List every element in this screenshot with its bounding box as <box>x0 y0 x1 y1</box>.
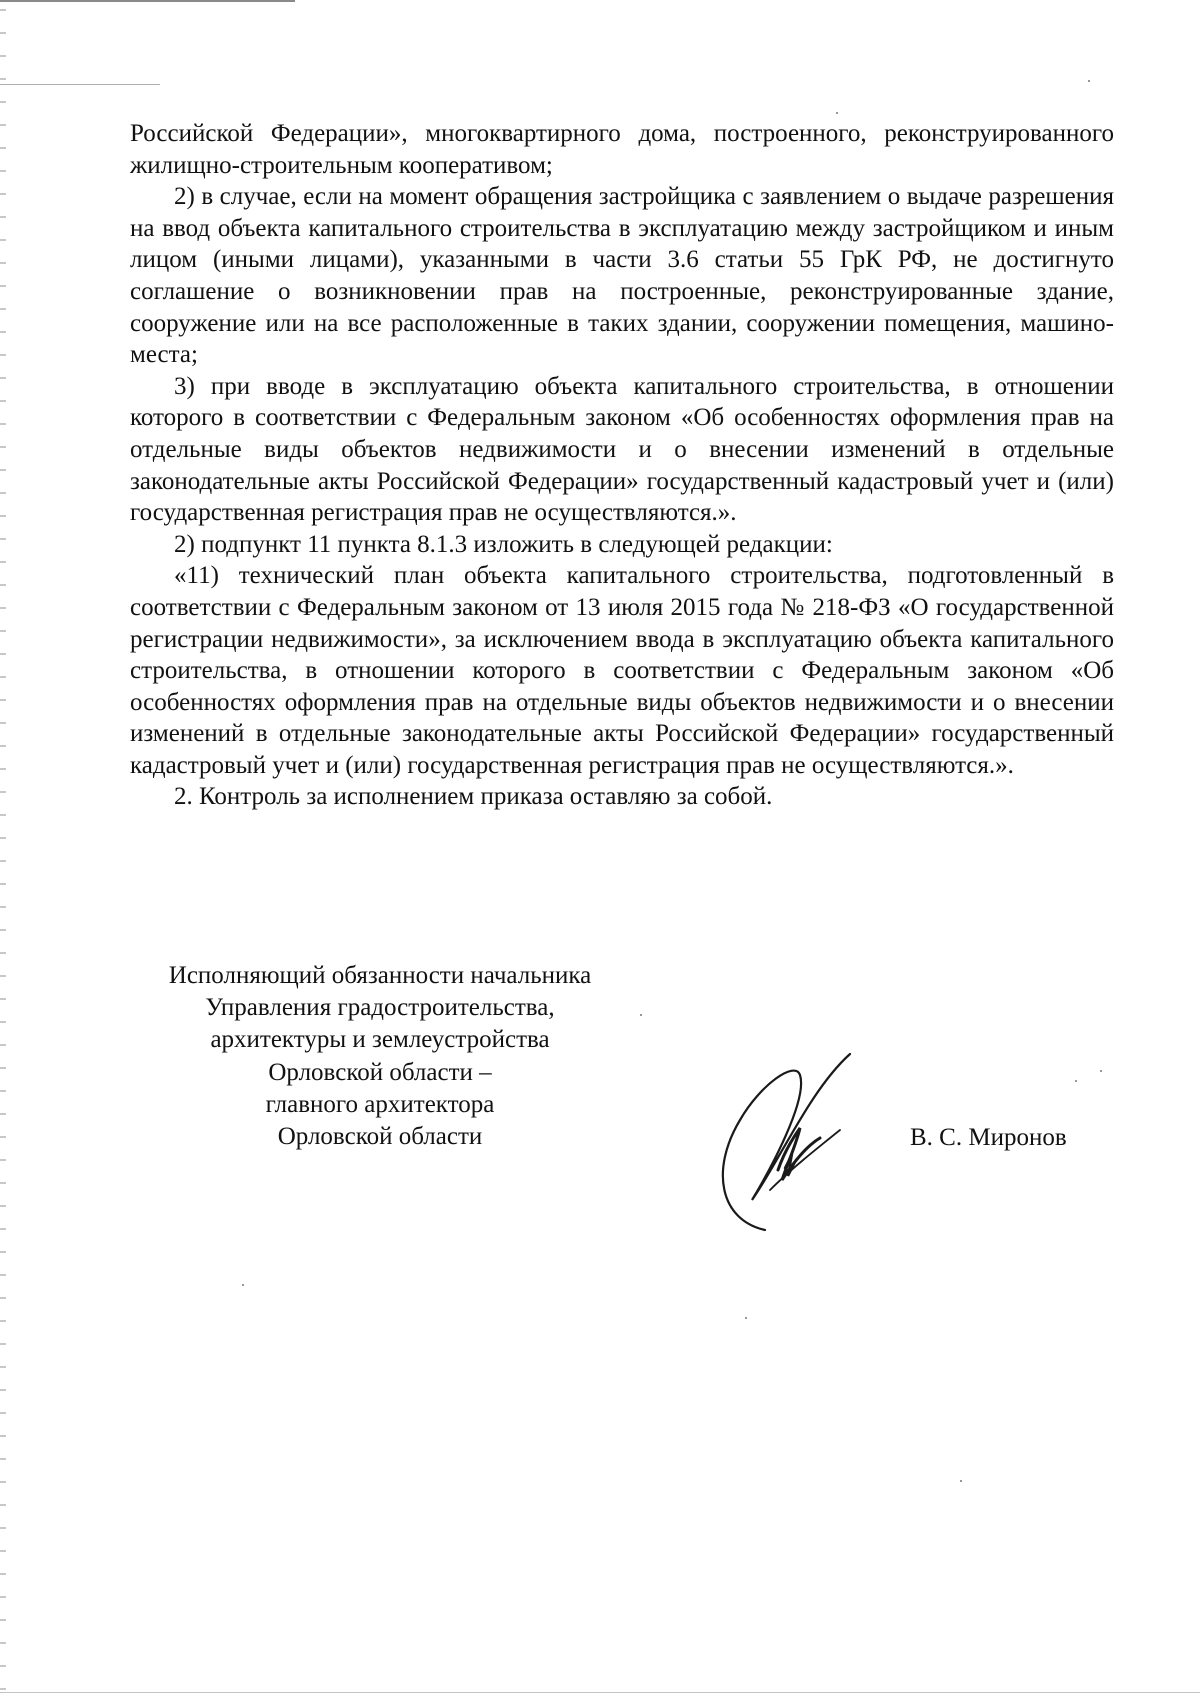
handwritten-signature <box>700 1050 870 1240</box>
document-body <box>130 118 1114 813</box>
paragraph-item-2: 2) в случае, если на момент обращения застройщика с заявлением о выдаче разрешения на ввод объекта капитального строительства в эксплуатацию между застройщиком и иным лицом (иными лицами), указанными в части 3.6 статьи 55 ГрК РФ, не достигнуто соглашение о возникновении прав на построенные, реконструированные здание, сооружение или на все расположенные в таких здании, сооружении помещения, машино-места; <box>130 183 1114 369</box>
paragraph-control-clause: 2. Контроль за исполнением приказа оставляю за собой. <box>174 783 773 811</box>
signatory-title-line: Управления градостроительства, <box>205 994 555 1022</box>
signatory-title-line: Исполняющий обязанности начальника <box>168 962 592 989</box>
scan-speck <box>1088 80 1090 82</box>
scan-speck <box>960 1480 962 1482</box>
scan-speck <box>1100 1070 1102 1072</box>
signatory-title-line: главного архитектора <box>265 1090 495 1118</box>
scan-bottom-line <box>0 1692 1200 1693</box>
scan-top-line-short <box>0 84 160 85</box>
scan-speck <box>640 1014 642 1016</box>
paragraph-subpoint-11-instruction: 2) подпункт 11 пункта 8.1.3 изложить в следующей редакции: <box>174 530 833 558</box>
signatory-title-line: Орловской области – <box>268 1058 492 1086</box>
signer-name: В. С. Миронов <box>910 1124 1067 1151</box>
scan-speck <box>836 112 838 114</box>
paragraph-subpoint-11-text: «11) технический план объекта капитального строительства, подготовленный в соответствии с Федеральным законом от 13 июля 2015 года № 218-ФЗ «О государственной регистрации недвижимости», за исключением ввода в эксплуатацию объекта капитального строительства, в отношении которого в соответствии с Федеральным законом «Об особенностях оформления прав на отдельные виды объектов недвижимости и о внесении изменений в отдельные законодательные акты Российской Федерации» государственный кадастровый учет и (или) государственная регистрация прав не осуществляются.». <box>130 562 1114 779</box>
paragraph-item-3: 3) при вводе в эксплуатацию объекта капитального строительства, в отношении которого в соответствии с Федеральным законом «Об особенностях оформления прав на отдельные виды объектов недвижимости и о внесении изменений в отдельные законодательные акты Российской Федерации» государственный кадастровый учет и (или) государственная регистрация прав не осуществляются.». <box>130 372 1114 527</box>
scan-speck <box>1075 1080 1077 1082</box>
scan-speck <box>745 1317 747 1319</box>
scan-edge-artifact <box>0 0 6 1698</box>
paragraph-continuation: Российской Федерации», многоквартирного дома, построенного, реконструированного жилищно-строительным кооперативом; <box>130 120 1114 179</box>
signatory-title-line: Орловской области <box>277 1123 483 1151</box>
scan-speck <box>242 1284 244 1286</box>
scan-top-line <box>0 0 295 2</box>
signatory-title-block <box>130 960 630 1153</box>
signatory-title-line: архитектуры и землеустройства <box>210 1026 550 1054</box>
